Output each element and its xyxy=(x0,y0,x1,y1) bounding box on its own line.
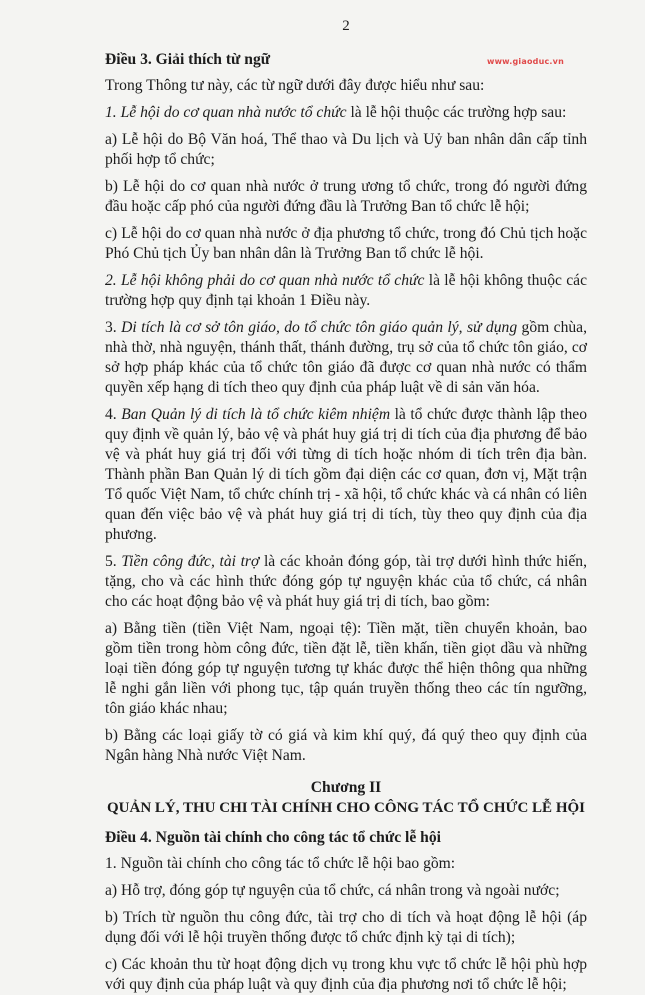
article-3-intro: Trong Thông tư này, các từ ngữ dưới đây được hiểu như sau: xyxy=(105,77,485,94)
item-3-term: Di tích là cơ sở tôn giáo, do tổ chức tôn giáo quản lý, sử dụng xyxy=(121,319,518,336)
item-4-prefix: 4. xyxy=(105,406,122,423)
item-2-term: 2. Lễ hội không phải do cơ quan nhà nước tổ chức xyxy=(105,272,425,289)
article-3-item-1 xyxy=(105,103,587,123)
article-4-item-1a: a) Hỗ trợ, đóng góp tự nguyện của tổ chức, cá nhân trong và ngoài nước; xyxy=(105,882,560,899)
article-4-heading: Điều 4. Nguồn tài chính cho công tác tổ chức lễ hội xyxy=(105,829,441,846)
item-3-rest: gồm chùa, nhà thờ, nhà nguyện, thánh thất, thánh đường, trụ sở của tổ chức tôn giáo, cơ sở hợp pháp khác của tổ chức tôn giáo đã được cơ quan nhà nước có thẩm quyền xếp hạng di tích theo quy định của pháp luật về di sản văn hóa. xyxy=(105,319,587,396)
chapter-title: QUẢN LÝ, THU CHI TÀI CHÍNH CHO CÔNG TÁC TỔ CHỨC LỄ HỘI xyxy=(107,800,585,816)
article-3-item-1c: c) Lễ hội do cơ quan nhà nước ở địa phương tổ chức, trong đó Chủ tịch hoặc Phó Chủ tịch Ủy ban nhân dân là Trưởng Ban tổ chức lễ hội. xyxy=(105,225,587,262)
article-3-item-2 xyxy=(105,271,587,311)
article-4-item-1: 1. Nguồn tài chính cho công tác tổ chức lễ hội bao gồm: xyxy=(105,855,456,872)
watermark: www.giaoduc.vn xyxy=(487,57,564,66)
article-3-item-5a: a) Bằng tiền (tiền Việt Nam, ngoại tệ): Tiền mặt, tiền chuyển khoản, bao gồm tiền trong hòm công đức, tiền đặt lễ, tiền khấn, tiền giọt dầu và những loại tiền đóng góp tự nguyện tương tự khác được thể hiện thông qua những lễ nghi gắn liền với phong tục, tập quán truyền thống theo các tín ngưỡng, tôn giáo khác nhau; xyxy=(105,620,587,717)
article-3-item-1a: a) Lễ hội do Bộ Văn hoá, Thể thao và Du lịch và Uỷ ban nhân dân cấp tỉnh phối hợp tổ chức; xyxy=(105,131,587,168)
item-5-prefix: 5. xyxy=(105,553,122,570)
item-3-prefix: 3. xyxy=(105,319,122,336)
item-1-rest: là lễ hội thuộc các trường hợp sau: xyxy=(346,104,567,121)
page-number: 2 xyxy=(342,18,350,34)
article-3-item-5 xyxy=(105,552,587,612)
article-3-item-3 xyxy=(105,318,587,398)
chapter-label: Chương II xyxy=(310,779,382,796)
article-4-item-1c: c) Các khoản thu từ hoạt động dịch vụ trong khu vực tổ chức lễ hội phù hợp với quy định của pháp luật và quy định của địa phương nơi tổ chức lễ hội; xyxy=(105,956,587,993)
article-4-item-1b: b) Trích từ nguồn thu công đức, tài trợ cho di tích và hoạt động lễ hội (áp dụng đối với lễ hội truyền thống được tổ chức định kỳ tại di tích); xyxy=(105,909,587,946)
article-3-item-5b: b) Bằng các loại giấy tờ có giá và kim khí quý, đá quý theo quy định của Ngân hàng Nhà nước Việt Nam. xyxy=(105,727,587,764)
item-1-term: 1. Lễ hội do cơ quan nhà nước tổ chức xyxy=(105,104,347,121)
article-3-heading: Điều 3. Giải thích từ ngữ xyxy=(105,51,271,68)
item-5-rest: là các khoản đóng góp, tài trợ dưới hình thức hiến, tặng, cho và các hình thức đóng góp tự nguyện khác của tổ chức, cá nhân cho các hoạt động bảo vệ và phát huy giá trị di tích, bao gồm: xyxy=(105,553,587,610)
item-2-rest: là lễ hội không thuộc các trường hợp quy định tại khoản 1 Điều này. xyxy=(105,272,588,309)
item-4-rest: là tổ chức được thành lập theo quy định về quản lý, bảo vệ và phát huy giá trị di tích của địa phương để bảo vệ và phát huy giá trị đối với từng di tích hoặc nhóm di tích trên địa bàn. Thành phần Ban Quản lý di tích gồm đại diện các cơ quan, đơn vị, Mặt trận Tổ quốc Việt Nam, tổ chức chính trị - xã hội, tổ chức khác và cá nhân có liên quan đến việc bảo vệ và phát huy giá trị di tích, tùy theo quy định của địa phương. xyxy=(105,406,587,543)
item-5-term: Tiền công đức, tài trợ xyxy=(121,553,260,570)
article-3-item-1b: b) Lễ hội do cơ quan nhà nước ở trung ương tổ chức, trong đó người đứng đầu hoặc cấp phó của người đứng đầu là Trưởng Ban tổ chức lễ hội; xyxy=(105,178,587,215)
article-3-item-4 xyxy=(105,405,587,545)
item-4-term: Ban Quản lý di tích là tổ chức kiêm nhiệm xyxy=(121,406,391,423)
